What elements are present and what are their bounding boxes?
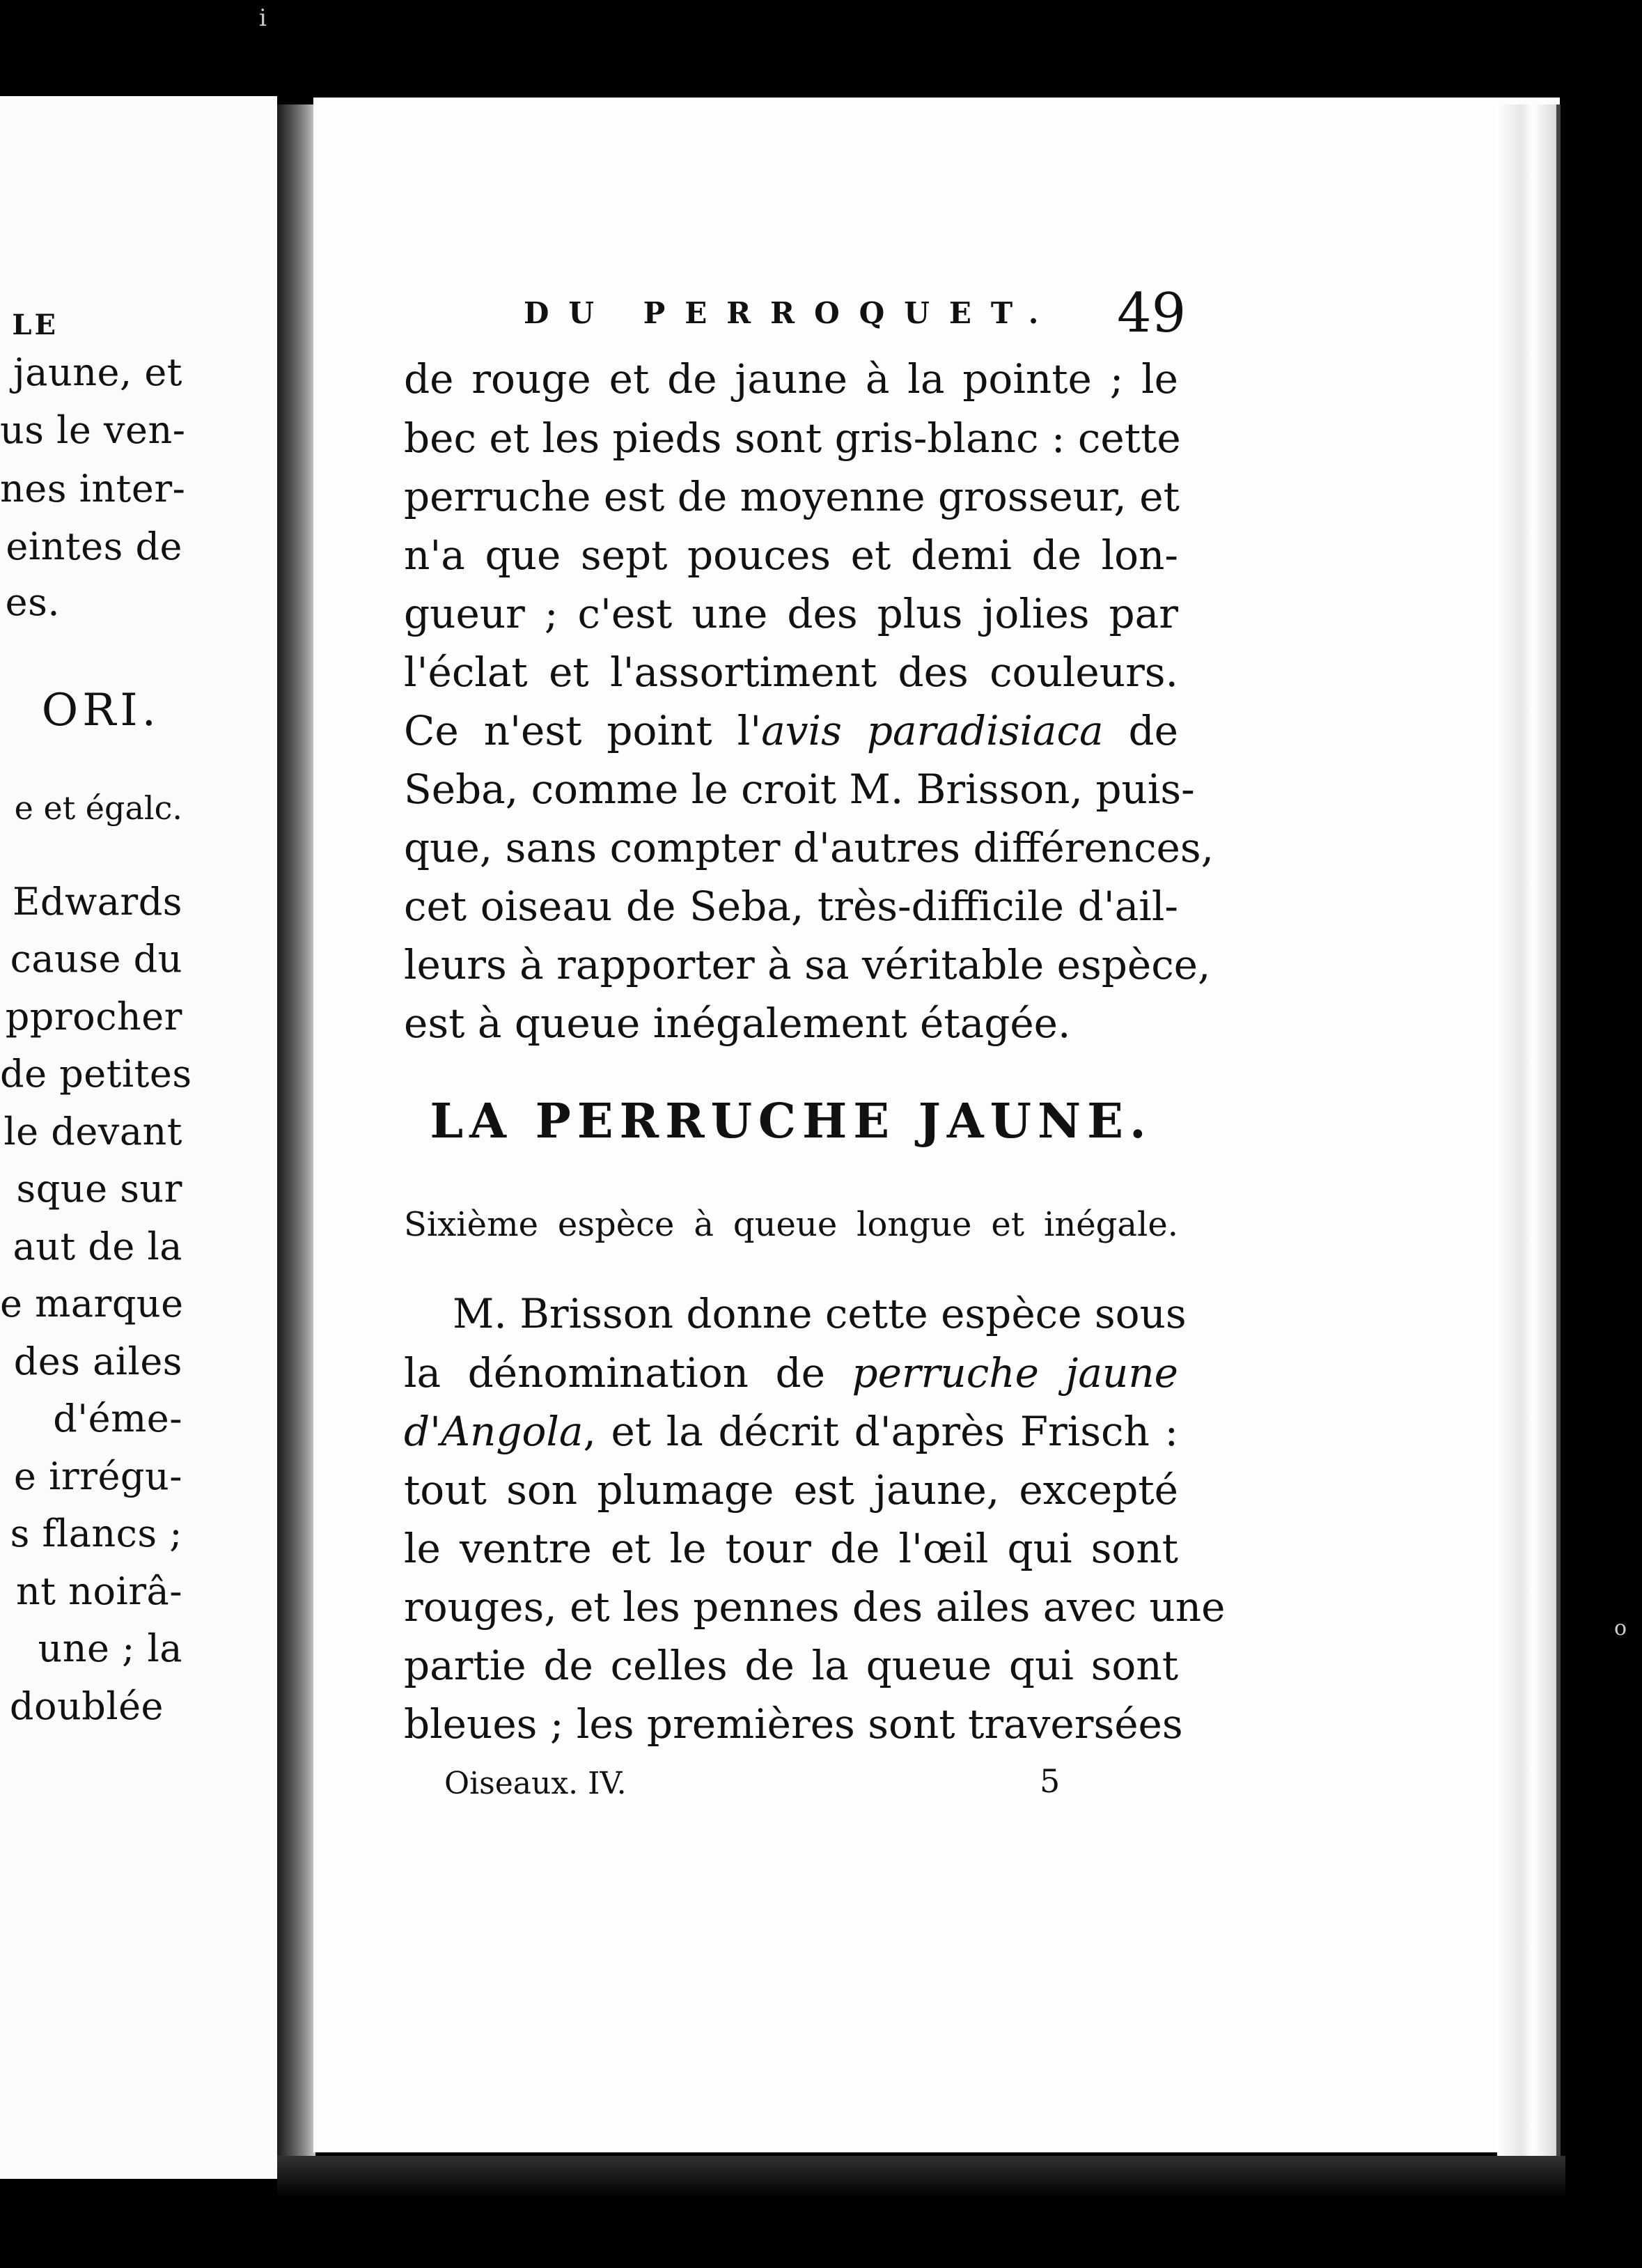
text-line-18: rouges, et les pennes des ailes avec une <box>404 1583 1226 1631</box>
text-line-20: bleues ; les premières sont traversées <box>404 1700 1183 1748</box>
text-line-7 <box>404 707 1178 754</box>
text-line-17: le ventre et le tour de l'œil qui sont <box>404 1525 1178 1572</box>
text-line-9: que, sans compter d'autres différences, <box>404 824 1214 871</box>
left-line-8: pprocher <box>5 995 182 1039</box>
scan-mark-right: o <box>1614 1616 1627 1640</box>
left-line-3: nes inter- <box>0 467 186 511</box>
left-page <box>0 96 277 2179</box>
left-line-13: e marque <box>0 1282 184 1326</box>
left-line-15: d'éme- <box>53 1397 182 1440</box>
text-line-14-start: la dénomination de <box>404 1349 825 1397</box>
bottom-shadow <box>277 2156 1565 2198</box>
page-edge <box>1497 104 1561 2187</box>
text-line-4: n'a que sept pouces et demi de lon- <box>404 531 1178 579</box>
scan-mark-top: ⅰ <box>259 4 267 32</box>
text-line-15 <box>404 1408 1178 1455</box>
left-heading: ORI. <box>41 685 160 736</box>
latin-name-avis-paradisiaca: avis paradisiaca <box>761 707 1104 754</box>
text-line-1: de rouge et de jaune à la pointe ; le <box>404 355 1178 403</box>
text-line-16: tout son plumage est jaune, excepté <box>404 1466 1178 1514</box>
text-line-5: gueur ; c'est une des plus jolies par <box>404 590 1178 637</box>
left-line-5: es. <box>5 580 60 624</box>
left-line-12: aut de la <box>13 1225 182 1268</box>
running-head: DU PERROQUET. <box>524 296 1058 330</box>
text-line-14 <box>404 1349 1178 1397</box>
page-number: 49 <box>1117 282 1187 345</box>
text-line-12: est à queue inégalement étagée. <box>404 1000 1071 1047</box>
footer-signature: Oiseaux. IV. <box>444 1766 627 1801</box>
left-line-17: s flancs ; <box>10 1512 182 1555</box>
text-line-13: M. Brisson donne cette espèce sous <box>453 1290 1187 1337</box>
left-running-head: LE <box>12 309 58 341</box>
left-subheading: e et égalc. <box>14 789 182 827</box>
left-line-20: doublée <box>9 1684 164 1728</box>
section-title: LA PERRUCHE JAUNE. <box>430 1094 1152 1149</box>
text-line-11: leurs à rapporter à sa véritable espèce, <box>404 941 1211 988</box>
italic-perruche-jaune: perruche jaune <box>852 1349 1178 1397</box>
left-line-7: cause du <box>10 937 182 981</box>
text-line-2: bec et les pieds sont gris-blanc : cette <box>404 414 1181 462</box>
text-line-10: cet oiseau de Seba, très-difficile d'ail- <box>404 883 1178 930</box>
book-gutter <box>277 104 315 2177</box>
left-line-2: us le ven- <box>0 408 186 452</box>
text-line-6: l'éclat et l'assortiment des couleurs. <box>404 648 1178 696</box>
text-line-15-end: , et la décrit d'après Frisch : <box>583 1408 1178 1455</box>
left-line-19: une ; la <box>38 1626 182 1670</box>
left-line-11: sque sur <box>16 1167 182 1211</box>
left-line-4: eintes de <box>6 525 182 568</box>
left-line-14: des ailes <box>13 1339 182 1383</box>
section-subtitle: Sixième espèce à queue longue et inégale. <box>404 1205 1178 1244</box>
text-line-19: partie de celles de la queue qui sont <box>404 1642 1178 1689</box>
text-line-8: Seba, comme le croit M. Brisson, puis- <box>404 766 1195 813</box>
left-line-9: de petites <box>0 1052 192 1096</box>
text-line-7-start: Ce n'est point l' <box>404 707 762 754</box>
text-line-7-end: de <box>1128 707 1178 754</box>
left-line-16: e irrégu- <box>13 1454 182 1498</box>
left-line-6: Edwards <box>13 880 182 924</box>
left-line-10: le devant <box>3 1110 182 1154</box>
left-line-1: jaune, et <box>13 350 182 394</box>
italic-angola: d'Angola <box>404 1408 584 1455</box>
footer-signature-number: 5 <box>1040 1762 1061 1800</box>
left-line-18: nt noirâ- <box>16 1569 182 1613</box>
text-line-3: perruche est de moyenne grosseur, et <box>404 473 1180 520</box>
